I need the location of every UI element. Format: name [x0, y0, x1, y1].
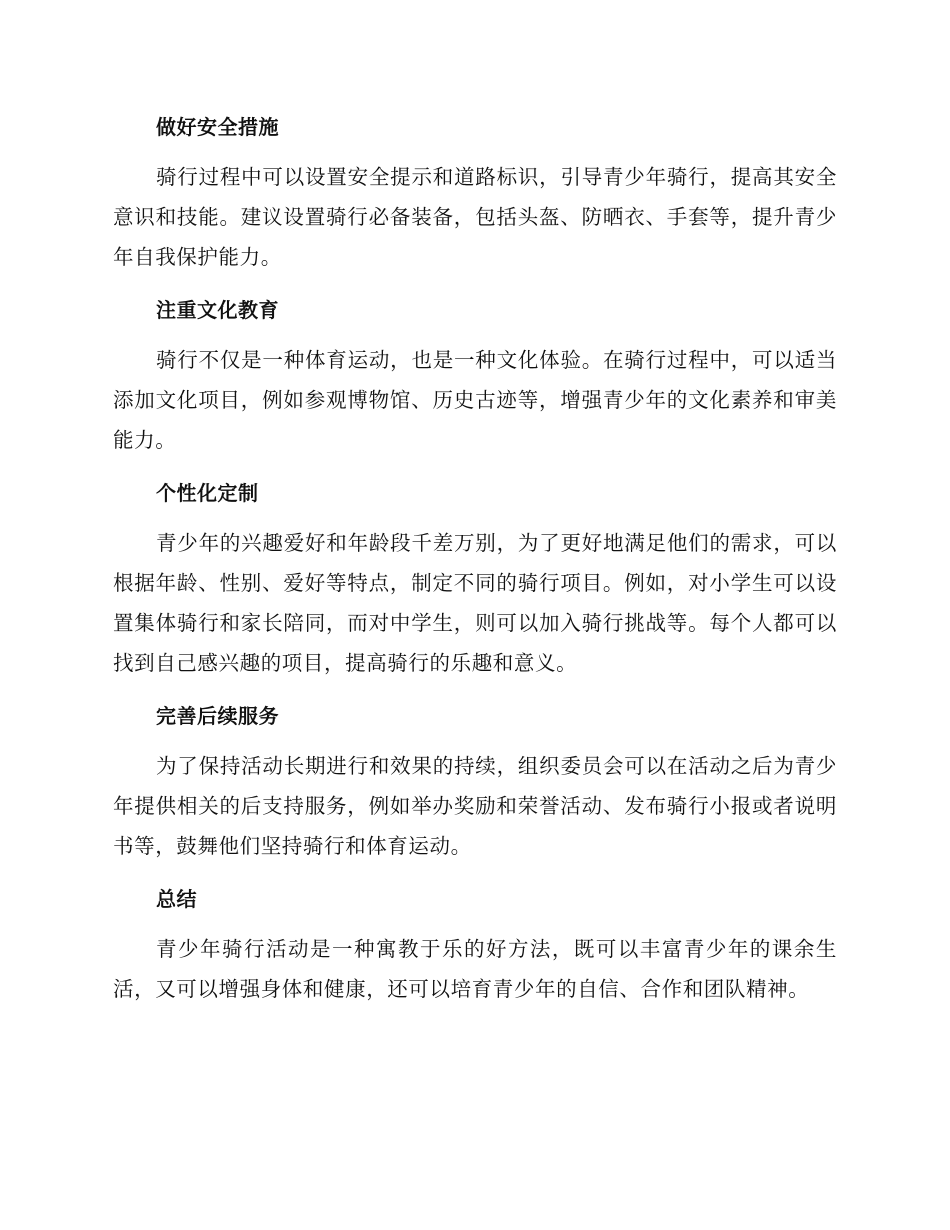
section-paragraph: 青少年的兴趣爱好和年龄段千差万别，为了更好地满足他们的需求，可以根据年龄、性别、爱好等特点，制定不同的骑行项目。例如，对小学生可以设置集体骑行和家长陪同，而对中学生，则可以加入骑行挑战等。每个人都可以找到自己感兴趣的项目，提高骑行的乐趣和意义。	[113, 531, 837, 675]
section-paragraph: 青少年骑行活动是一种寓教于乐的好方法，既可以丰富青少年的课余生活，又可以增强身体和健康，还可以培育青少年的自信、合作和团队精神。	[113, 937, 837, 1001]
section-personalization	[113, 473, 837, 683]
section-heading: 做好安全措施	[156, 115, 279, 139]
section-heading: 总结	[156, 887, 197, 911]
section-safety-measures	[113, 107, 837, 277]
section-follow-up-services	[113, 696, 837, 866]
section-heading: 注重文化教育	[156, 298, 279, 322]
section-heading: 个性化定制	[156, 481, 259, 505]
section-paragraph: 骑行不仅是一种体育运动，也是一种文化体验。在骑行过程中，可以适当添加文化项目，例如参观博物馆、历史古迹等，增强青少年的文化素养和审美能力。	[113, 348, 837, 452]
section-paragraph: 为了保持活动长期进行和效果的持续，组织委员会可以在活动之后为青少年提供相关的后支持服务，例如举办奖励和荣誉活动、发布骑行小报或者说明书等，鼓舞他们坚持骑行和体育运动。	[113, 754, 837, 858]
section-paragraph: 骑行过程中可以设置安全提示和道路标识，引导青少年骑行，提高其安全意识和技能。建议设置骑行必备装备，包括头盔、防晒衣、手套等，提升青少年自我保护能力。	[113, 165, 837, 269]
section-heading: 完善后续服务	[156, 704, 279, 728]
section-summary	[113, 879, 837, 1009]
section-cultural-education	[113, 290, 837, 460]
